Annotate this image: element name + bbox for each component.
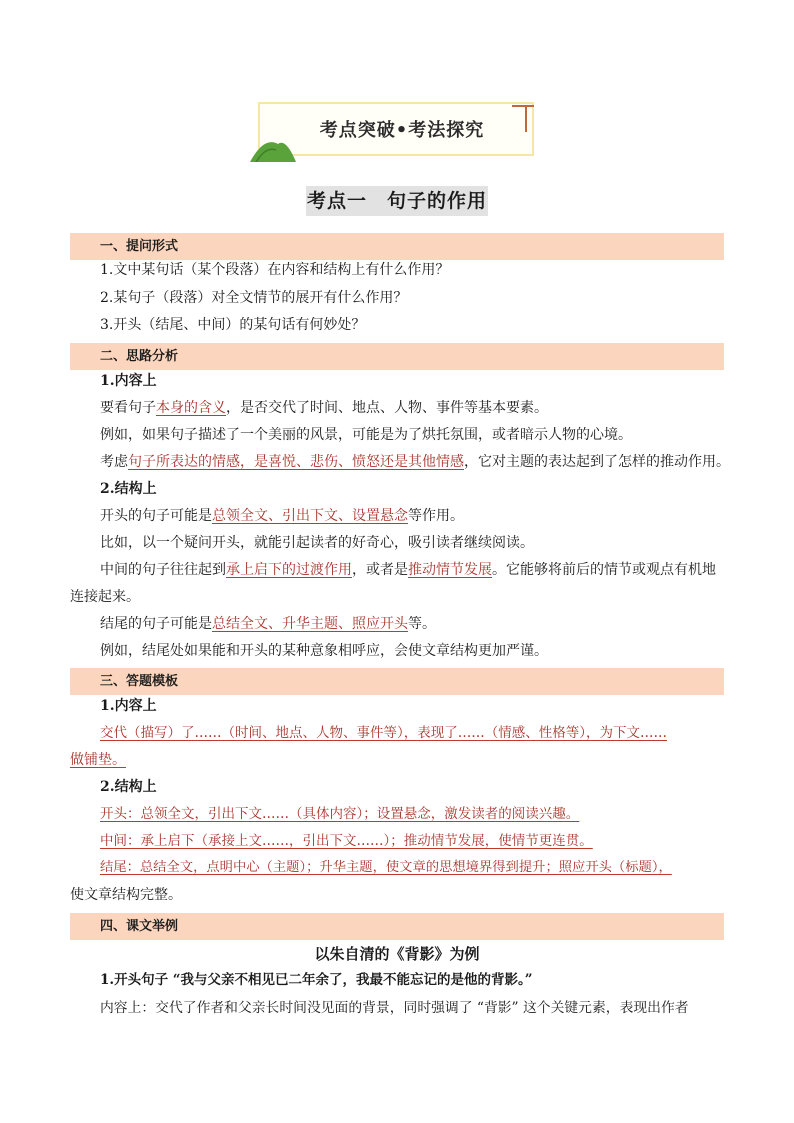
analysis-structure-heading: 2.结构上 (100, 481, 157, 497)
text: ，它对主题的表达起到了怎样的推动作用。 (464, 454, 730, 470)
section-banner (250, 100, 540, 162)
text: ，是否交代了时间、地点、人物、事件等基本要素。 (226, 400, 548, 416)
analysis-structure-line-1 (100, 506, 464, 526)
template-ending-line-cont: 使文章结构完整。 (70, 887, 182, 903)
template-ending-line: 结尾：总结全文，点明中心（主题）；升华主题，使文章的思想境界得到提升；照应开头（标题）， (100, 860, 672, 875)
text: 要看句子 (100, 400, 156, 416)
analysis-structure-line-2: 比如，以一个疑问开头，就能引起读者的好奇心，吸引读者继续阅读。 (100, 535, 534, 551)
text: 开头的句子可能是 (100, 508, 212, 524)
template-content-line-cont: 做铺垫。 (70, 752, 126, 768)
hill-icon (250, 142, 296, 162)
question-1: 1.文中某句话（某个段落）在内容和结构上有什么作用？ (100, 262, 450, 278)
highlight: 总结全文、升华主题、照应开头 (212, 616, 408, 632)
banner-title: 考点突破•考法探究 (319, 120, 485, 141)
example-line-1: 1.开头句子 “我与父亲不相见已二年余了，我最不能忘记的是他的背影。” (100, 972, 533, 988)
analysis-structure-line-5: 例如，结尾处如果能和开头的某种意象相呼应，会使文章结构更加严谨。 (100, 643, 548, 659)
analysis-content-line-2: 例如，如果句子描述了一个美丽的风景，可能是为了烘托氛围，或者暗示人物的心境。 (100, 427, 632, 443)
analysis-structure-line-3 (100, 560, 716, 580)
analysis-content-line-3 (100, 452, 730, 472)
template-middle-line: 中间：承上启下（承接上文……，引出下文……）；推动情节发展，使情节更连贯。 (100, 833, 593, 849)
template-content-line: 交代（描写）了……（时间、地点、人物、事件等），表现了……（情感、性格等），为下文…… (100, 725, 667, 741)
highlight: 总领全文、引出下文、设置悬念 (212, 508, 408, 524)
section-bar-template: 三、答题模板 (70, 668, 724, 695)
template-opening-line: 开头：总领全文，引出下文……（具体内容）；设置悬念，激发读者的阅读兴趣。 (100, 806, 580, 822)
section-bar-example: 四、课文举例 (70, 913, 724, 940)
highlight: 句子所表达的情感，是喜悦、悲伤、愤怒还是其他情感 (128, 454, 464, 470)
question-2: 2.某句子（段落）对全文情节的展开有什么作用？ (100, 290, 408, 306)
text: 等。 (408, 616, 436, 632)
page-heading: 考点一 句子的作用 (306, 186, 488, 216)
template-content-heading: 1.内容上 (100, 698, 157, 714)
highlight: 本身的含义 (156, 400, 226, 416)
example-title: 以朱自清的《背影》为例 (314, 945, 480, 963)
template-structure-heading: 2.结构上 (100, 779, 157, 795)
highlight: 承上启下的过渡作用 (226, 562, 352, 578)
text: 。它能够将前后的情节或观点有机地 (492, 562, 716, 578)
example-line-2: 内容上：交代了作者和父亲长时间没见面的背景，同时强调了 “背影” 这个关键元素，表现出作者 (100, 1000, 689, 1016)
highlight: 推动情节发展 (408, 562, 492, 578)
analysis-structure-line-4 (100, 614, 436, 634)
text: ，或者是 (352, 562, 408, 578)
section-bar-questions: 一、提问形式 (70, 233, 724, 260)
text: 考虑 (100, 454, 128, 470)
analysis-structure-line-3-cont: 连接起来。 (70, 589, 140, 605)
text: 等作用。 (408, 508, 464, 524)
text: 结尾的句子可能是 (100, 616, 212, 632)
section-bar-analysis: 二、思路分析 (70, 343, 724, 370)
analysis-content-heading: 1.内容上 (100, 373, 157, 389)
text: 中间的句子往往起到 (100, 562, 226, 578)
analysis-content-line-1 (100, 398, 548, 418)
question-3: 3.开头（结尾、中间）的某句话有何妙处？ (100, 317, 366, 333)
